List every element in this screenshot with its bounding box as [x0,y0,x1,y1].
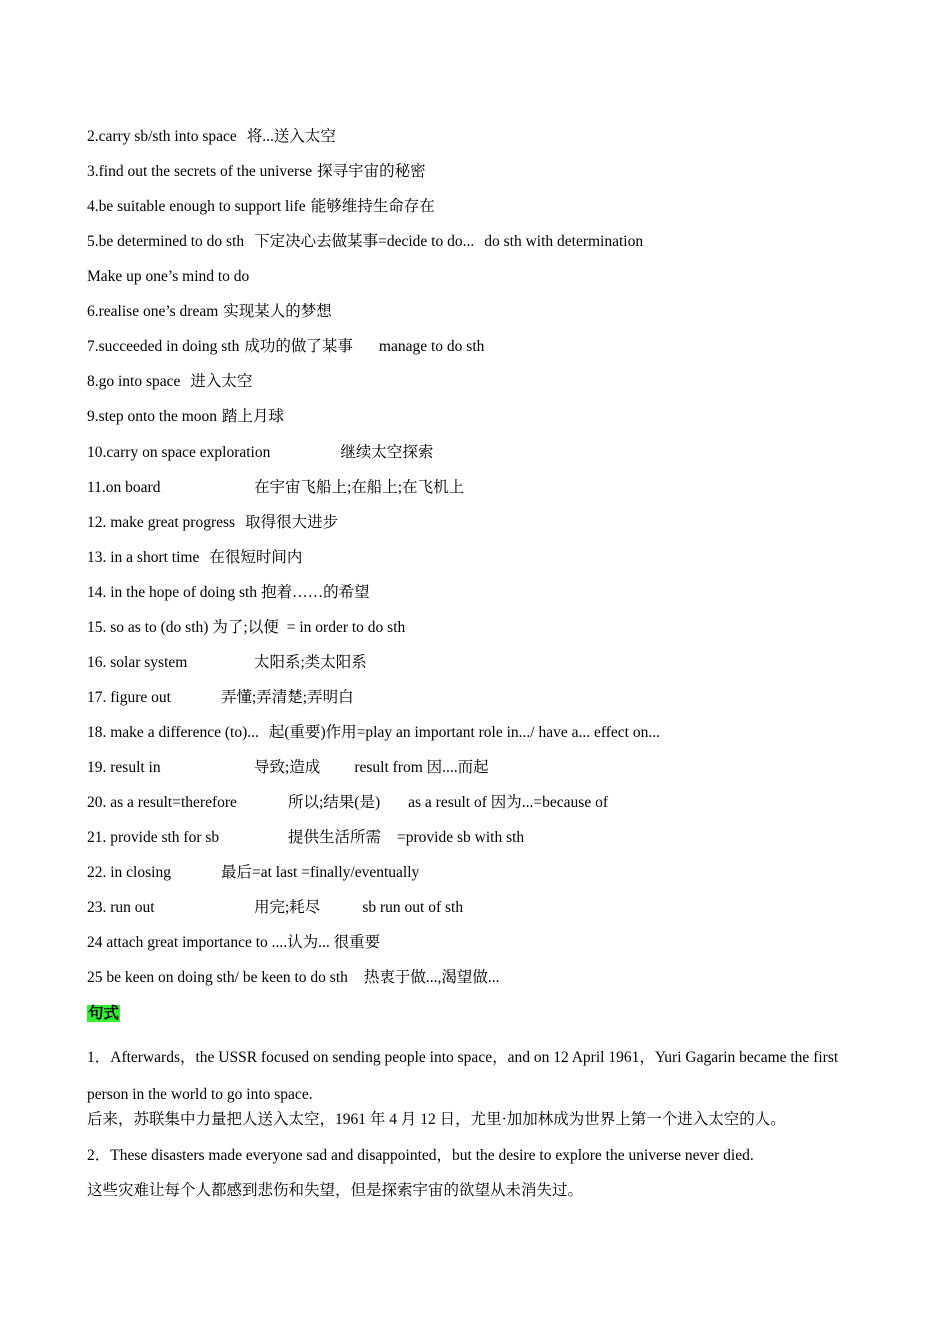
example-sentence-en: 1．Afterwards，the USSR focused on sending people into space，and on 12 April 1961，Yuri Gagarin became the first person in the world to go into space. [87,1049,839,1103]
phrase-line: 20. as a result=therefore 所以;结果(是) as a result of 因为...=because of [87,794,608,811]
phrase-line: 17. figure out 弄懂;弄清楚;弄明白 [87,689,354,706]
phrase-line: 4.be suitable enough to support life 能够维持生命存在 [87,198,435,215]
section-heading [87,1004,120,1024]
section-heading-highlight: 句式 [88,1005,120,1022]
phrase-line: 5.be determined to do sth 下定决心去做某事=decide to do... do sth with determination [87,233,644,250]
example-sentence-en: 2．These disasters made everyone sad and disappointed，but the desire to explore the universe never died. [87,1147,754,1164]
phrase-line: 10.carry on space exploration 继续太空探索 [87,444,434,461]
phrase-line: 14. in the hope of doing sth 抱着……的希望 [87,584,370,601]
phrase-line: 18. make a difference (to)... 起(重要)作用=play an important role in.../ have a... effect on... [87,724,660,741]
phrase-line: 19. result in 导致;造成 result from 因....而起 [87,759,489,776]
example-sentence-cn: 后来，苏联集中力量把人送入太空，1961 年 4 月 12 日，尤里·加加林成为世界上第一个进入太空的人。 [87,1111,786,1128]
phrase-line: 7.succeeded in doing sth 成功的做了某事 manage to do sth [87,338,485,355]
phrase-line: 3.find out the secrets of the universe 探寻宇宙的秘密 [87,163,426,180]
phrase-line: 16. solar system 太阳系;类太阳系 [87,654,367,671]
phrase-line: 13. in a short time 在很短时间内 [87,549,303,566]
phrase-line: 8.go into space 进入太空 [87,373,253,390]
phrase-line: 24 attach great importance to ....认为... 很重要 [87,934,381,951]
phrase-line: 23. run out 用完;耗尽 sb run out of sth [87,899,464,916]
phrase-line: 12. make great progress 取得很大进步 [87,514,339,531]
example-sentence-cn: 这些灾难让每个人都感到悲伤和失望，但是探索宇宙的欲望从未消失过。 [87,1182,584,1199]
phrase-line: 6.realise one’s dream 实现某人的梦想 [87,303,332,320]
phrase-line: 25 be keen on doing sth/ be keen to do sth 热衷于做...,渴望做... [87,969,500,986]
phrase-line: 11.on board 在宇宙飞船上;在船上;在飞机上 [87,479,465,496]
phrase-line: 2.carry sb/sth into space 将...送入太空 [87,128,336,145]
phrase-line: 9.step onto the moon 踏上月球 [87,408,285,425]
phrase-line: Make up one’s mind to do [87,268,250,285]
phrase-line: 22. in closing 最后=at last =finally/eventually [87,864,420,881]
phrase-line: 15. so as to (do sth) 为了;以便 = in order to do sth [87,619,406,636]
phrase-line: 21. provide sth for sb 提供生活所需 =provide sb with sth [87,829,525,846]
